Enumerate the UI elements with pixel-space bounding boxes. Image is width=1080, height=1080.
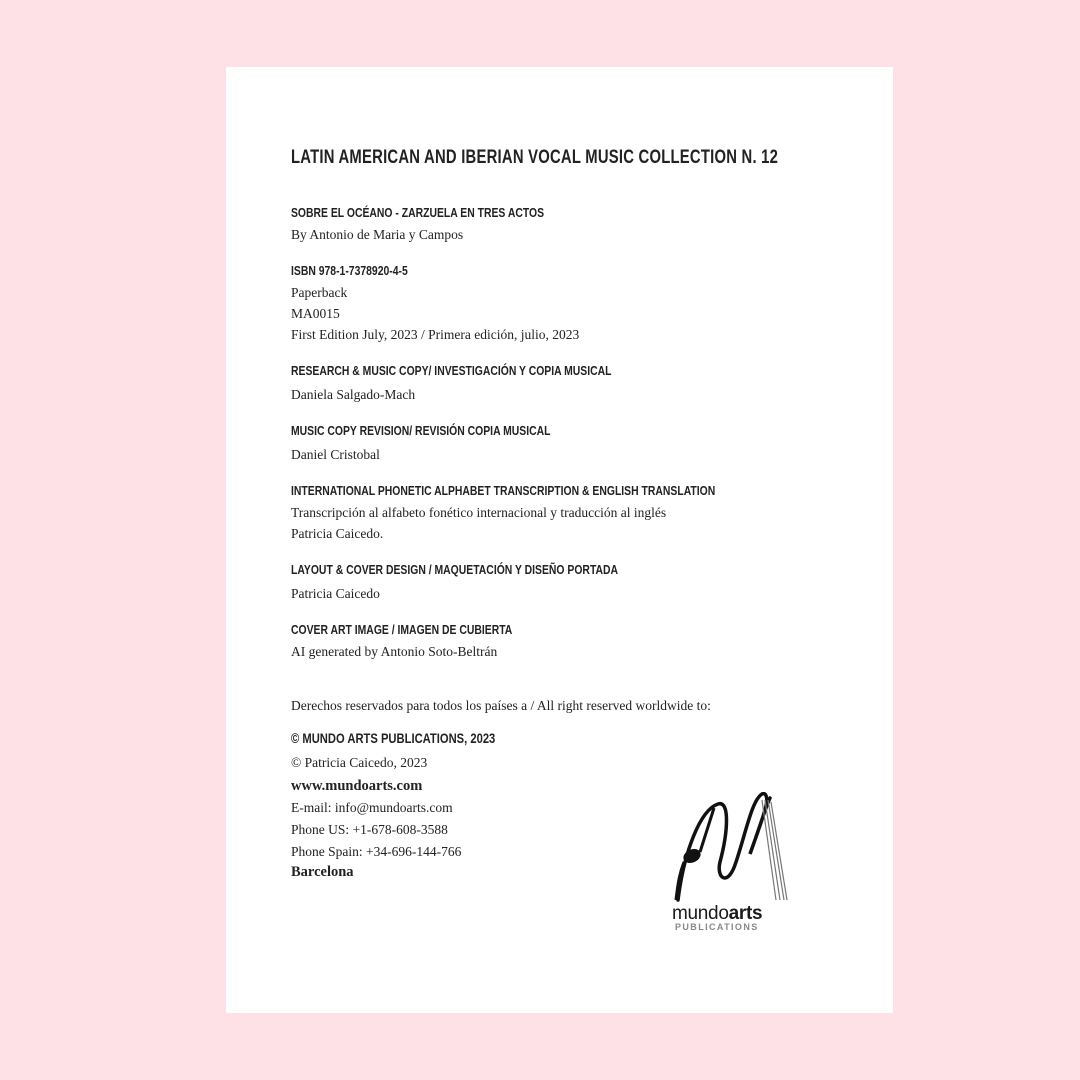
ipa-spanish: Transcripción al alfabeto fonético internacional y traducción al inglés — [291, 505, 667, 520]
layout-section — [291, 561, 871, 604]
research-name: Daniela Salgado-Mach — [291, 387, 416, 402]
publisher-copyright: © MUNDO ARTS PUBLICATIONS, 2023 — [291, 730, 496, 746]
revision-name: Daniel Cristobal — [291, 447, 380, 462]
isbn-label: ISBN 978-1-7378920-4-5 — [291, 263, 408, 278]
author-copyright: © Patricia Caicedo, 2023 — [291, 755, 428, 770]
cover-label: COVER ART IMAGE / IMAGEN DE CUBIERTA — [291, 622, 513, 637]
cover-name: AI generated by Antonio Soto-Beltrán — [291, 644, 498, 659]
collection-title: LATIN AMERICAN AND IBERIAN VOCAL MUSIC COLLECTION N. 12 — [291, 147, 779, 168]
phone-us: Phone US: +1-678-608-3588 — [291, 822, 448, 837]
rights-statement: Derechos reservados para todos los países a / All right reserved worldwide to: — [291, 698, 711, 713]
layout-name: Patricia Caicedo — [291, 586, 380, 601]
email-line: E-mail: info@mundoarts.com — [291, 800, 453, 815]
work-title: SOBRE EL OCÉANO - ZARZUELA EN TRES ACTOS — [291, 205, 545, 220]
isbn-section — [291, 262, 871, 345]
ipa-name: Patricia Caicedo. — [291, 526, 384, 541]
website-link[interactable]: www.mundoarts.com — [291, 778, 423, 794]
layout-label: LAYOUT & COVER DESIGN / MAQUETACIÓN Y DISEÑO PORTADA — [291, 562, 619, 577]
phone-spain: Phone Spain: +34-696-144-766 — [291, 844, 462, 859]
work-section — [291, 204, 871, 245]
ipa-label: INTERNATIONAL PHONETIC ALPHABET TRANSCRIPTION & ENGLISH TRANSLATION — [291, 483, 716, 498]
page-content — [291, 147, 871, 883]
logo-word-mundo: mundo — [672, 903, 729, 924]
research-label: RESEARCH & MUSIC COPY/ INVESTIGACIÓN Y COPIA MUSICAL — [291, 363, 612, 378]
revision-section — [291, 422, 871, 465]
revision-label: MUSIC COPY REVISION/ REVISIÓN COPIA MUSICAL — [291, 423, 551, 438]
city: Barcelona — [291, 864, 354, 880]
isbn-edition: First Edition July, 2023 / Primera edición, julio, 2023 — [291, 327, 580, 342]
cover-section — [291, 621, 871, 662]
logo-word-arts: arts — [728, 903, 763, 924]
isbn-code: MA0015 — [291, 306, 340, 321]
work-author: By Antonio de Maria y Campos — [291, 227, 464, 242]
logo-subtitle: PUBLICATIONS — [675, 922, 759, 932]
isbn-format: Paperback — [291, 285, 348, 300]
copyright-page — [226, 67, 893, 1013]
research-section — [291, 362, 871, 405]
collection-title-row — [291, 147, 871, 173]
ipa-section — [291, 482, 871, 544]
